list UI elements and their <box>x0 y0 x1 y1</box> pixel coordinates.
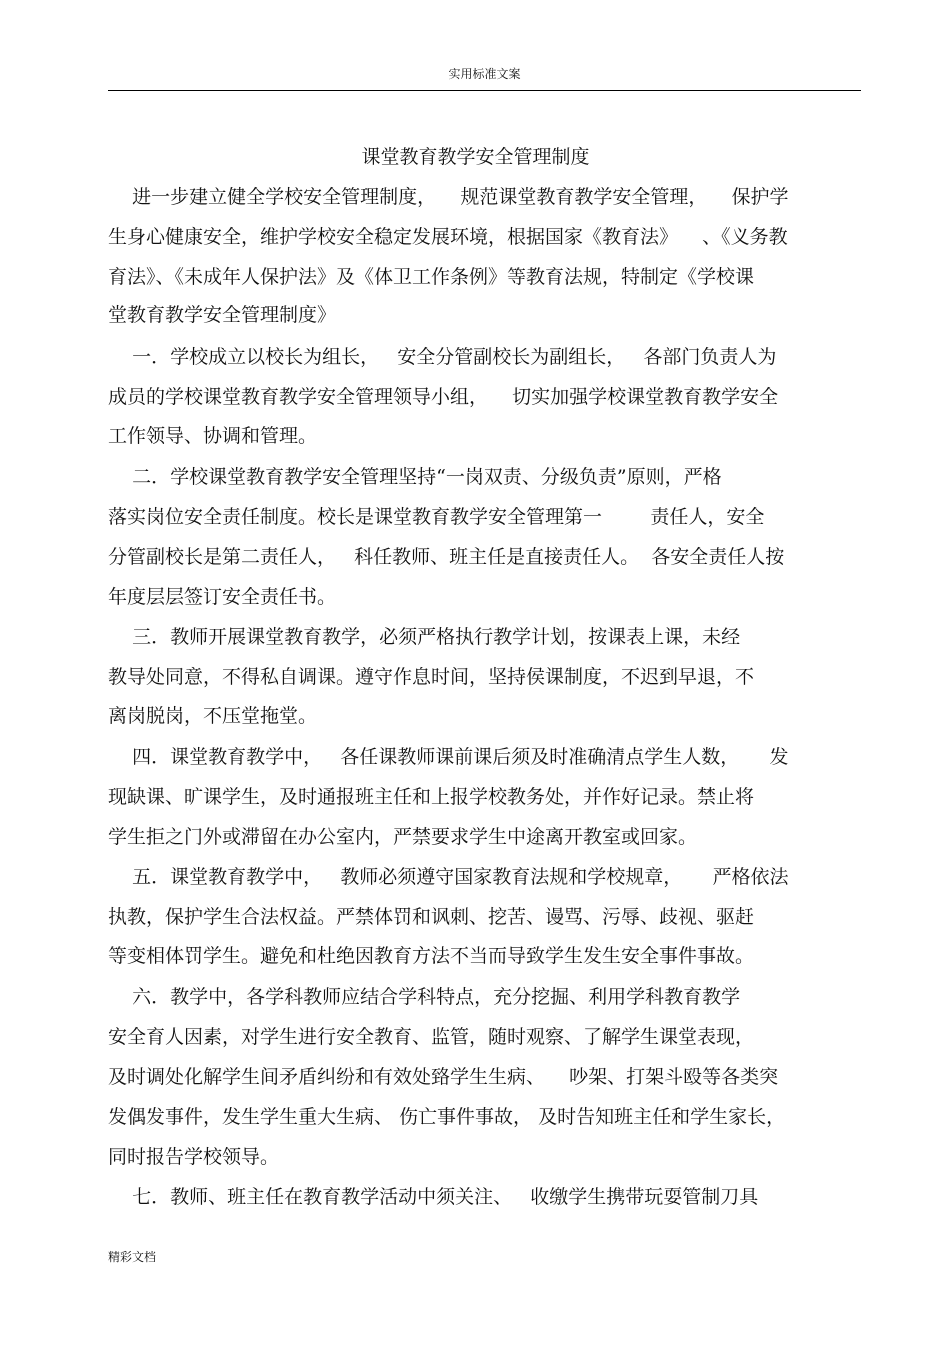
body-line: 安全育人因素，对学生进行安全教育、监管，随时观察、了解学生课堂表现， <box>108 1026 755 1048</box>
body-line: 堂教育教学安全管理制度》 <box>108 304 337 326</box>
body-line: 现缺课、旷课学生，及时通报班主任和上报学校教务处，并作好记录。禁止将 <box>108 786 755 808</box>
page-header: 实用标准文案 <box>448 67 521 81</box>
body-line: 同时报告学校领导。 <box>108 1146 280 1168</box>
body-line: 执教，保护学生合法权益。严禁体罚和讽刺、挖苦、谩骂、污辱、歧视、驱赶 <box>108 906 755 928</box>
body-line: 及时调处化解学生间矛盾纠纷和有效处臵学生生病、 吵架、打架斗殴等各类突 <box>108 1066 779 1088</box>
body-line: 一．学校成立以校长为组长， 安全分管副校长为副组长， 各部门负责人为 <box>108 346 777 368</box>
body-line: 二．学校课堂教育教学安全管理坚持“一岗双责、分级负责”原则，严格 <box>108 466 722 488</box>
body-line: 落实岗位安全责任制度。校长是课堂教育教学安全管理第一 责任人，安全 <box>108 506 765 528</box>
body-line: 等变相体罚学生。避免和杜绝因教育方法不当而导致学生发生安全事件事故。 <box>108 945 755 967</box>
body-line: 教导处同意，不得私自调课。遵守作息时间，坚持侯课制度，不迟到早退，不 <box>108 666 755 688</box>
body-line: 年度层层签订安全责任书。 <box>108 586 337 608</box>
document-title: 课堂教育教学安全管理制度 <box>361 146 590 168</box>
body-line: 分管副校长是第二责任人， 科任教师、班主任是直接责任人。 各安全责任人按 <box>108 546 785 568</box>
body-line: 工作领导、协调和管理。 <box>108 425 318 447</box>
body-line: 六．教学中，各学科教师应结合学科特点，充分挖掘、利用学科教育教学 <box>108 986 741 1008</box>
body-line: 三．教师开展课堂教育教学，必须严格执行教学计划，按课表上课，未经 <box>108 626 741 648</box>
body-line: 四．课堂教育教学中， 各任课教师课前课后须及时准确清点学生人数， 发 <box>108 746 789 768</box>
body-line: 五．课堂教育教学中， 教师必须遵守国家教育法规和学校规章， 严格依法 <box>108 866 789 888</box>
body-line: 成员的学校课堂教育教学安全管理领导小组， 切实加强学校课堂教育教学安全 <box>108 386 779 408</box>
body-line: 学生拒之门外或滞留在办公室内，严禁要求学生中途离开教室或回家。 <box>108 826 698 848</box>
body-line: 生身心健康安全，维护学校安全稳定发展环境，根据国家《教育法》 、《义务教 <box>108 226 788 248</box>
body-line: 进一步建立健全学校安全管理制度， 规范课堂教育教学安全管理， 保护学 <box>108 186 789 208</box>
header-rule <box>108 90 861 91</box>
body-line: 育法》、《未成年人保护法》及《体卫工作条例》等教育法规，特制定《学校课 <box>108 266 755 288</box>
page-footer: 精彩文档 <box>108 1250 157 1264</box>
body-line: 七．教师、班主任在教育教学活动中须关注、 收缴学生携带玩耍管制刀具 <box>108 1186 759 1208</box>
body-line: 离岗脱岗，不压堂拖堂。 <box>108 705 318 727</box>
body-line: 发偶发事件，发生学生重大生病、 伤亡事件事故， 及时告知班主任和学生家长， <box>108 1106 786 1128</box>
